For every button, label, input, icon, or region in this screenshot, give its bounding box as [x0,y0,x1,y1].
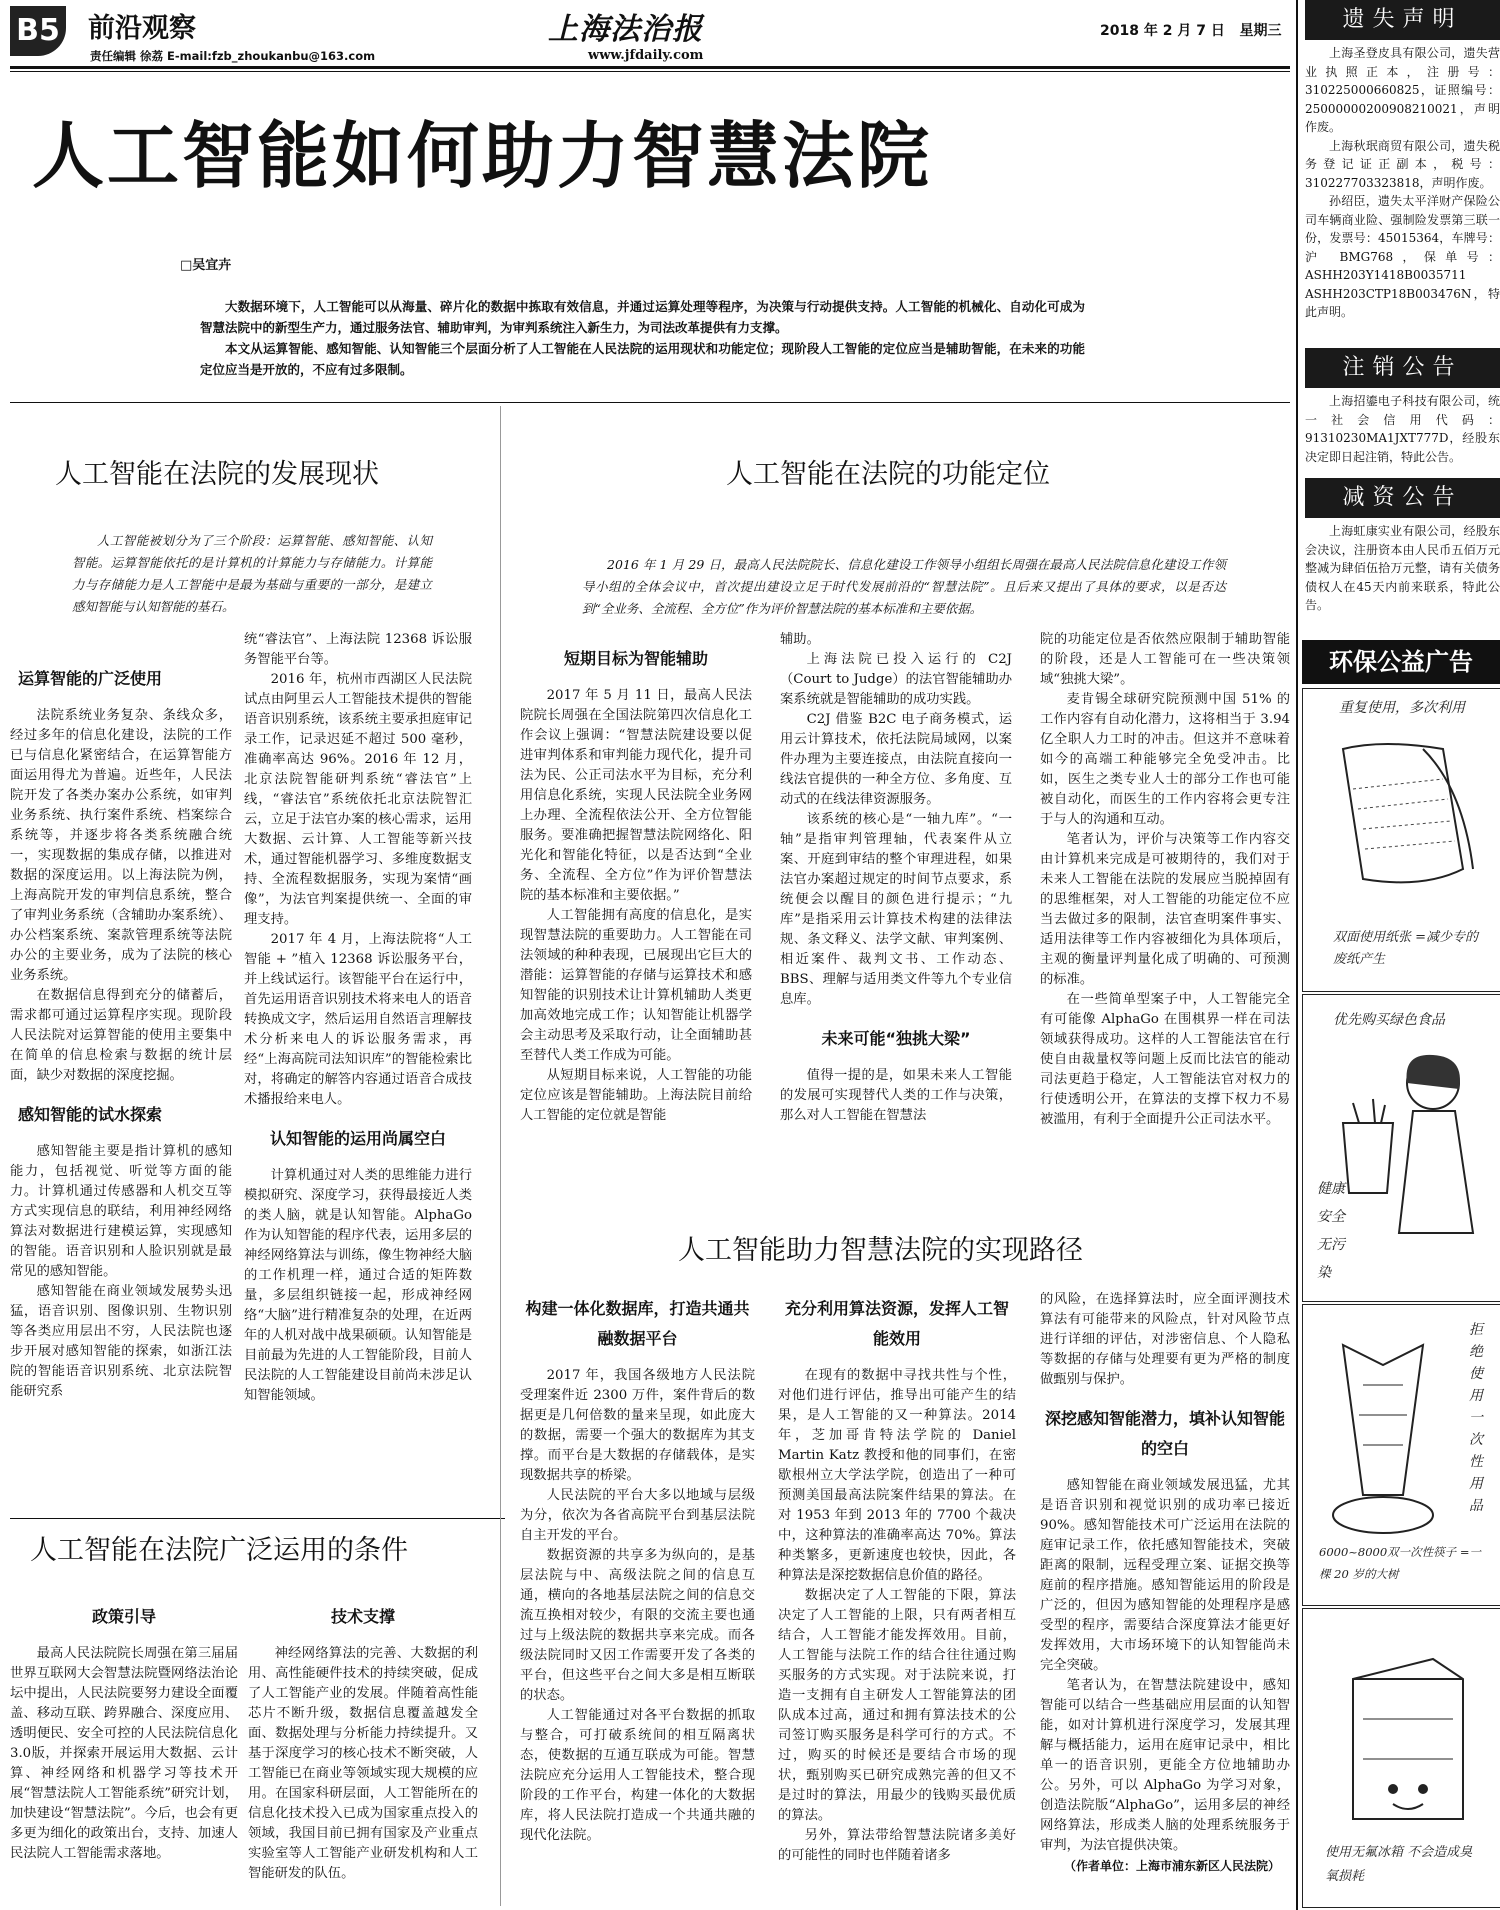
paragraph: 在现有的数据中寻找共性与个性，对他们进行评估，推导出可能产生的结果，是人工智能的又一种算法。2014 年，芝加哥肯特法学院的 Daniel Martin Katz 教授和他的同事们，在密歇根州立大学法学院，创造出了一种可预测美国最高法院案件结果的算法。在对 1953 年到 2013 年的 7700 个裁决中，这种算法的准确率高达 70%。算法种类繁多，更新速度也较快，因此，各种算法是深挖数据信息价值的路径。 [778,1368,1016,1583]
paragraph: 该系统的核心是“一轴九库”。“一轴”是指审判管理轴，代表案件从立案、开庭到审结的整个审理进程，如果法官办案超过规定的时间节点要求，系统便会以醒目的颜色进行提示；“九库”是指采用云计算技术构建的法律法规、条文释义、法学文献、审判案例、相近案件、裁判文书、工作动态、BBS、理解与适用类文件等九个专业信息库。 [780,812,1012,1007]
notice-item: 上海虹康实业有限公司，经股东会决议，注册资本由人民币五佰万元整减为肆佰伍拾万元整，请有关债务债权人在45天内前来联系，特此公告。 [1305,524,1500,612]
paragraph: 笔者认为，评价与决策等工作内容交由计算机来完成是可被期待的，我们对于未来人工智能在法院的发展应当脱掉固有的思维框架，对人工智能的功能定位不应当去做过多的限制，法官查明案件事实、适用法律等工作内容被细化为具体项后，主观的衡量评判量化成了明确的、可预测的标准。 [1040,832,1290,987]
paragraph: 统“睿法官”、上海法院 12368 诉讼服务智能平台等。 [244,632,472,667]
notice-item: 上海秋珉商贸有限公司，遗失税务登记证正副本，税号：310227703323818，声明作废。 [1305,138,1500,190]
paragraph: 的风险，在选择算法时，应全面评测技术算法有可能带来的风险点，针对风险节点进行详细的评估，对涉密信息、个人隐私等数据的存储与处理要有更为严格的制度做甄别与保护。 [1040,1292,1290,1387]
ad-panel-chopsticks [1302,1304,1500,1606]
section-divider-conditions [10,1518,505,1519]
paragraph: 2017 年 5 月 11 日，最高人民法院院长周强在全国法院第四次信息化工作会议上强调：“智慧法院建设要以促进审判体系和审判能力现代化，提升司法为民、公正司法水平为目标，充分利用信息化系统，实现人民法院全业务网上办理、全流程依法公开、全方位智能服务。要准确把握智慧法院网络化、阳光化和智能化特征，以是否达到“全业务、全流程、全方位”作为评价智慧法院的基本标准和主要依据。” [520,688,752,903]
article-column-9 [10,1588,238,1905]
subheading-technology: 技术支撑 [330,1607,395,1626]
paragraph: 麦肯锡全球研究院预测中国 51% 的工作内容有自动化潜力，这将相当于 3.94 亿全职人力工时的冲击。但这并不意味着如今的高端工种能够完全免受冲击。比如，医生之类专业人士的部分工作也可能被自动化，而医生的工作内容将会更专注于与人的沟通和互动。 [1040,692,1290,827]
paragraph: 辅助。 [780,632,820,647]
notice-item: 上海圣登皮具有限公司，遗失营业执照正本，注册号：310225000660825，证照编号：25000000200908210021，声明作废。 [1305,46,1500,134]
fridge-icon [1333,1649,1483,1829]
reduce-notice-body [1305,522,1500,624]
reduce-notice-header: 减资公告 [1305,478,1500,518]
ad-header: 环保公益广告 [1302,640,1500,684]
subheading-perception: 感知智能的试水探索 [18,1105,163,1124]
subheading-future: 未来可能“独挑大梁” [821,1029,971,1048]
paragraph: 数据资源的共享多为纵向的，是基层法院与中、高级法院之间的信息互通，横向的各地基层法院之间的信息交流互换相对较少，有限的交流主要也通过与上级法院的数据共享来完成。而各级法院同时又因工作需要开发了各类的平台，但这些平台之间大多是相互断联的状态。 [520,1548,755,1703]
section-title-status: 人工智能在法院的发展现状 [55,459,379,490]
article-column-5 [1040,630,1290,1175]
ad-caption: 拒绝使用一次性用品 [1469,1322,1483,1514]
article-column-8 [1040,1290,1290,1905]
lost-notice-header: 遗失声明 [1305,0,1500,40]
page-number-badge [10,6,66,56]
paper-url: www.jfdaily.com [588,48,704,63]
ad-caption: 使用无氟冰箱 不会造成臭氧损耗 [1325,1845,1473,1884]
article-column-3 [520,630,752,1175]
ad-panel-fridge [1302,1608,1500,1908]
cancel-notice-header: 注销公告 [1305,348,1500,388]
paragraph: 在数据信息得到充分的储蓄后，需求都可通过运算程序实现。现阶段人民法院对运算智能的使用主要集中在简单的信息检索与数据的统计层面，缺少对数据的深度挖掘。 [10,988,232,1083]
paragraph: 在一些简单型案子中，人工智能完全有可能像 AlphaGo 在围棋界一样在司法领域获得成功。这样的人工智能法官在行使自由裁量权等问题上反而比法官的能动司法更趋于稳定，人工智能法官对权力的行使透明公开，在算法的支撑下权力不易被滥用，有利于全面提升公正司法水平。 [1040,992,1290,1127]
article-column-6 [520,1280,755,1905]
ad-caption: 健康 安全 无污染 [1317,1181,1345,1281]
ad-caption: 优先购买绿色食品 [1333,1012,1445,1028]
paragraph: 院的功能定位是否依然应限制于辅助智能的阶段，还是人工智能可在一些决策领域“独挑大梁”。 [1040,632,1290,687]
section-intro-role: 2016 年 1 月 29 日，最高人民法院院长、信息化建设工作领导小组组长周强在最高人民法院信息化建设工作领导小组的全体会议中，首次提出建设立足于时代发展前沿的“智慧法院”。且后来又提出了具体的要求，以是否达到“全业务、全流程、全方位”作为评价智慧法院的基本标准和主要依据。 [582,557,1226,616]
section-title-path: 人工智能助力智慧法院的实现路径 [678,1235,1083,1266]
subheading-perception-potential: 深挖感知智能潜力，填补认知智能的空白 [1044,1409,1285,1458]
subheading-cognition: 认知智能的运用尚属空白 [269,1129,446,1148]
subheading-algorithm: 充分利用算法资源，发挥人工智能效用 [784,1299,1009,1348]
paragraph: 感知智能在商业领域发展势头迅猛，语音识别、图像识别、生物识别等各类应用层出不穷，人民法院也逐步开展对感知智能的探索，如浙江法院的智能语音识别系统、北京法院智能研究系 [10,1284,232,1399]
paragraph: 感知智能在商业领域发展迅猛，尤其是语音识别和视觉识别的成功率已接近 90%。感知智能技术可广泛运用在法院的庭审记录工作，依托感知智能技术，突破距离的限制，远程受理立案、证据交换等庭前的程序措施。感知智能运用的阶段是广泛的，但因为感知智能的处理程序是感受型的程序，需要结合深度算法才能更好发挥效用，大市场环境下的认知智能尚未完全突破。 [1040,1478,1290,1673]
paragraph: 最高人民法院院长周强在第三届届世界互联网大会智慧法院暨网络法治论坛中提出，人民法院要努力建设全面覆盖、移动互联、跨界融合、深度应用、透明便民、安全可控的人民法院信息化3.0版，并探索开展运用大数据、云计算、神经网络和机器学习等技术开展“智慧法院人工智能系统”研究计划，加快建设“智慧法院”。今后，也会有更多更为细化的政策出台，支持、加速人民法院人工智能需求落地。 [10,1646,238,1861]
paragraph: 人工智能通过对各平台数据的抓取与整合，可打破系统间的相互隔离状态，使数据的互通互联成为可能。智慧法院应充分运用人工智能技术，整合现阶段的工作平台，构建一体化的大数据库，将人民法院打造成一个共通共融的现代化法院。 [520,1708,755,1843]
lead-text-2: 本文从运算智能、感知智能、认知智能三个层面分析了人工智能在人民法院的运用现状和功能定位；现阶段人工智能的定位应当是辅助智能，在未来的功能定位应当是开放的，不应有过多限制。 [200,341,1085,377]
paragraph: 计算机通过对人类的思维能力进行模拟研究、深度学习，获得最接近人类的类人脑，就是认知智能。AlphaGo 作为认知智能的程序代表，运用多层的神经网络算法与训练，像生物神经大脑的工作机理一样，通过合适的矩阵数量，多层组织链接一起，形成神经网络“大脑”进行精准复杂的处理，在近两年的人机对战中战果硕硕。认知智能是目前最为先进的人工智能阶段，目前人民法院的人工智能建设目前尚未涉足认知智能领域。 [244,1168,472,1403]
headline: 人工智能如何助力智慧法院 [32,114,933,198]
paragraph: 2016 年，杭州市西湖区人民法院试点由阿里云人工智能技术提供的智能语音识别系统，该系统主要承担庭审记录工作，记录迟延不超过 500 毫秒，准确率高达 96%。2016 年 12 月，北京法院智能研判系统“睿法官”上线，“睿法官”系统依托北京法院智汇云，立足于法官办案的核心需求，运用大数据、云计算、人工智能等新兴技术，通过智能机器学习、多维度数据支持、全流程数据服务，实现为案情“画像”，为法官判案提供统一、全面的审理支持。 [244,672,472,927]
lead-divider [10,402,1290,403]
section-title-conditions: 人工智能在法院广泛运用的条件 [30,1535,408,1566]
paragraph: C2J 借鉴 B2C 电子商务模式，运用云计算技术，依托法院局域网，以案件办理为主要连接点，由法院直接向一线法官提供的一种全方位、多角度、互动式的在线法律资源服务。 [780,712,1012,807]
paragraph: 人民法院的平台大多以地域与层级为分，依次为各省高院平台到基层法院自主开发的平台。 [520,1488,755,1543]
issue-date: 2018 年 2 月 7 日 星期三 [1100,23,1282,39]
tree-stump-icon [1323,1325,1443,1555]
ad-caption: 6000~8000双一次性筷子 =一棵 20 岁的大树 [1319,1545,1481,1581]
article-column-4 [780,630,1012,1175]
article-column-10 [248,1588,478,1905]
lead-text-1: 大数据环境下，人工智能可以从海量、碎片化的数据中拣取有效信息，并通过运算处理等程序，为决策与行动提供支持。人工智能的机械化、自动化可成为智慧法院中的新型生产力，通过服务法官、辅助审判，为审判系统注入新生力，为司法改革提供有力支撑。 [200,299,1085,335]
masthead-rule-thin [10,71,1290,72]
lost-notice-body [1305,44,1500,346]
editor-line: 责任编辑 徐荔 E-mail:fzb_zhoukanbu@163.com [90,49,376,63]
article-column-2 [244,630,472,1510]
article-column-1 [10,650,232,1520]
lead-paragraph [200,296,1085,380]
section-name: 前沿观察 [88,13,196,44]
paragraph: 人工智能拥有高度的信息化，是实现智慧法院的重要助力。人工智能在司法领域的种种表现，已展现出它巨大的潜能：运算智能的存储与运算技术和感知智能的识别技术让计算机辅助人类更加高效地完成工作；认知智能让机器学会主动思考及采取行动，让全面辅助甚至替代人类工作成为可能。 [520,908,752,1063]
ad-panel-paper [1302,688,1500,992]
paragraph: 值得一提的是，如果未来人工智能的发展可实现替代人类的工作与决策，那么对人工智能在智慧法 [780,1068,1012,1123]
subheading-policy: 政策引导 [91,1607,156,1626]
notice-item: 孙绍臣，遗失太平洋财产保险公司车辆商业险、强制险发票第三联一份，发票号：45015364，车牌号：沪 BMG768，保单号：ASHH203Y1418B0035711 ASHH203CTP18B003476N，特此声明。 [1305,194,1500,319]
paragraph: 2017 年，我国各级地方人民法院受理案件近 2300 万件，案件背后的数据更是几何倍数的量来呈现，如此庞大的数据，需要一个强大的数据库为其支撑。而平台是大数据的存储载体，是实现数据共享的桥梁。 [520,1368,755,1483]
ad-caption: 双面使用纸张 =减少专的废纸产生 [1333,930,1479,967]
paper-sheet-icon [1323,729,1483,909]
paragraph: 数据决定了人工智能的下限，算法决定了人工智能的上限，只有两者相互结合，人工智能才能发挥效用。目前，人工智能与法院工作的结合往往通过购买服务的方式实现。对于法院来说，打造一支拥有自主研发人工智能算法的团队成本过高，通过和拥有算法技术的公司签订购买服务是科学可行的方式。不过，购买的时候还是要结合市场的现状，甄别购买已研究成熟完善的但又不是过时的算法，用最少的钱购买最优质的算法。 [778,1588,1016,1823]
paper-name: 上海法治报 [548,12,703,47]
paragraph: 从短期目标来说，人工智能的功能定位应该是智能辅助。上海法院目前给人工智能的定位就是智能 [520,1068,752,1123]
paragraph: 感知智能主要是指计算机的感知能力，包括视觉、听觉等方面的能力。计算机通过传感器和人机交互等方式实现信息的联结，利用神经网络算法对数据进行建模运算，实现感知的智能。语音识别和人脸识别就是最常见的感知智能。 [10,1144,232,1279]
subheading-computing: 运算智能的广泛使用 [18,669,163,688]
paragraph: 笔者认为，在智慧法院建设中，感知智能可以结合一些基础应用层面的认知智能，如对计算机进行深度学习，发展其理解与概括能力，运用在庭审记录中，相比单一的语音识别，更能全方位地辅助办公。另外，可以 AlphaGo 为学习对象，创造法院版“AlphaGo”，运用多层的神经网络算法，形成类人脑的处理系统服务于审判，为法官提供决策。 [1040,1678,1290,1853]
paragraph: 2017 年 4 月，上海法院将“人工智能 + ”植入 12368 诉讼服务平台，并上线试运行。该智能平台在运行中，首先运用语音识别技术将来电人的语音转换成文字，然后运用自然语言理解技术分析来电人的诉讼服务需求，再经“上海高院司法知识库”的智能检索比对，将确定的解答内容通过语音合成技术播报给来电人。 [244,932,472,1107]
author-unit-note: （作者单位：上海市浦东新区人民法院） [1064,1859,1281,1873]
masthead-rule [10,66,1290,69]
paragraph: 另外，算法带给智慧法院诸多美好的可能性的同时也伴随着诸多 [778,1828,1016,1863]
paragraph: 神经网络算法的完善、大数据的利用、高性能硬件技术的持续突破，促成了人工智能产业的发展。伴随着高性能芯片不断升级，数据信息覆盖越发全面、数据处理与分析能力持续提升。又基于深度学习的核心技术不断突破，人工智能已在商业等领域实现大规模的应用。在国家科研层面，人工智能所在的信息化技术投入已成为国家重点投入的领域，我国目前已拥有国家及产业重点实验室等人工智能产业研发机构和人工智能研发的队伍。 [248,1646,478,1881]
section-intro-status: 人工智能被划分为了三个阶段：运算智能、感知智能、认知智能。运算智能依托的是计算机的计算能力与存储能力。计算能力与存储能力是人工智能中是最为基础与重要的一部分，是建立感知智能与认知智能的基石。 [72,533,432,614]
paragraph: 上海法院已投入运行的 C2J（Court to Judge）的法官智能辅助办案系统就是智能辅助的成功实践。 [780,652,1012,707]
subheading-short-term: 短期目标为智能辅助 [563,649,708,668]
cancel-notice-body [1305,392,1500,474]
sidebar-rule [1296,0,1298,1910]
ad-caption: 重复使用，多次利用 [1339,700,1465,716]
page-number: B5 [16,13,60,48]
ad-panel-food [1302,994,1500,1302]
column-rule [500,406,501,1906]
paragraph: 法院系统业务复杂、条线众多，经过多年的信息化建设，法院的工作已与信息化紧密结合，在运算智能方面运用得尤为普遍。近些年，人民法院开发了各类办案办公系统，如审判业务系统、执行案件系统、档案综合系统等，并逐步将各类系统融合统一，实现数据的集成存储，以推进对数据的深度运用。以上海法院为例，上海高院开发的审判信息系统，整合了审判业务系统（含辅助办案系统）、办公档案系统、案款管理系统等法院办公的主要业务，成为了法院的核心业务系统。 [10,708,232,983]
author-byline: □吴宜卉 [180,258,232,273]
subheading-database: 构建一体化数据库，打造共通共融数据平台 [525,1299,750,1348]
notice-item: 上海招鎏电子科技有限公司，统一社会信用代码：91310230MA1JXT777D，经股东决定即日起注销，特此公告。 [1305,394,1500,464]
section-title-role: 人工智能在法院的功能定位 [726,459,1050,490]
article-column-7 [778,1280,1016,1905]
